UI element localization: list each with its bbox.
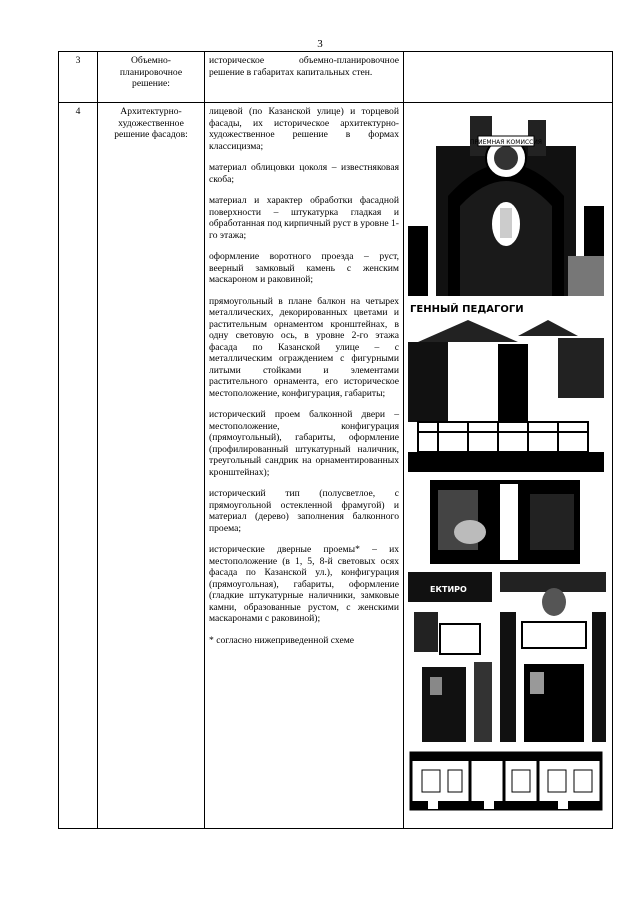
heritage-table: [58, 51, 613, 829]
balcony-door-photo: [430, 480, 608, 564]
description-paragraph: материал и характер обработки фасадной поверхности – штукатурка гладкая и обработанная под кирпичный руст в уровне 1-го этажа;: [209, 195, 399, 241]
door-photos: [408, 572, 608, 742]
description-paragraph: * согласно нижеприведенной схеме: [209, 634, 355, 646]
table-row: [59, 52, 613, 103]
row-description: [205, 52, 404, 103]
description-paragraph: исторический тип (полусветлое, с прямоугольной остекленной фрамугой) и материал (дерево) заполнения балконного проема;: [209, 488, 399, 534]
photo-column: [404, 103, 613, 829]
door-photo-right: [500, 572, 606, 742]
row-number: 4: [59, 103, 98, 829]
row-number: 3: [59, 52, 98, 103]
description-paragraph: исторический проем балконной двери – местоположение, конфигурация (прямоугольный), габариты, оформление (профилированный штукатурный наличник, треугольный сандрик на орнаментированных кронштейнах);: [209, 409, 399, 478]
floor-plan-schematic: [408, 750, 608, 812]
door-photo-left: [408, 572, 492, 742]
description-paragraph: прямоугольный в плане балкон на четырех металлических, декорированных цветами и растительным орнаментом кронштейнах, в одну световую ось, в уровне 2-го этажа фасада по Казанской улице – с металлическим ограждением с фигурными литыми стойками и элементами растительного орнамента, его историческое местоположение, конфигурация, габариты;: [209, 295, 399, 399]
row-title: Объемно-планировочное решение:: [98, 52, 205, 103]
row-description: [205, 103, 404, 829]
door-sign-text: ЕКТИРО: [430, 585, 467, 594]
gate-arch-photo: [408, 106, 608, 296]
banner-text: ГЕННЫЙ ПЕДАГОГИ: [410, 304, 524, 315]
balcony-photo: [408, 302, 608, 472]
description-paragraph: оформление воротного проезда – руст, веерный замковый камень с женским маскароном и раковиной;: [209, 251, 399, 285]
description-paragraph: материал облицовки цоколя – известняковая скоба;: [209, 162, 399, 185]
description-paragraph: историческое объемно-планировочное решение в габаритах капитальных стен.: [209, 55, 399, 78]
image-cell-empty: [404, 52, 613, 103]
arch-sign-text: ПРИЕМНАЯ КОМИССИЯ: [470, 139, 542, 146]
table-row: [59, 103, 613, 829]
row-title: Архитектурно-художественное решение фасадов:: [98, 103, 205, 829]
page-number: 3: [317, 38, 323, 50]
description-paragraph: исторические дверные проемы* – их местоположение (в 1, 5, 8-й световых осях фасада по Казанской ул.), конфигурация (прямоугольная), габариты, оформление (гладкие штукатурные наличники, замковые камни, образованные рустом, с женскими маскаронами с раковиной);: [209, 544, 399, 624]
description-paragraph: лицевой (по Казанской улице) и торцевой фасады, их историческое архитектурно-художественное решение в формах классицизма;: [209, 106, 399, 152]
